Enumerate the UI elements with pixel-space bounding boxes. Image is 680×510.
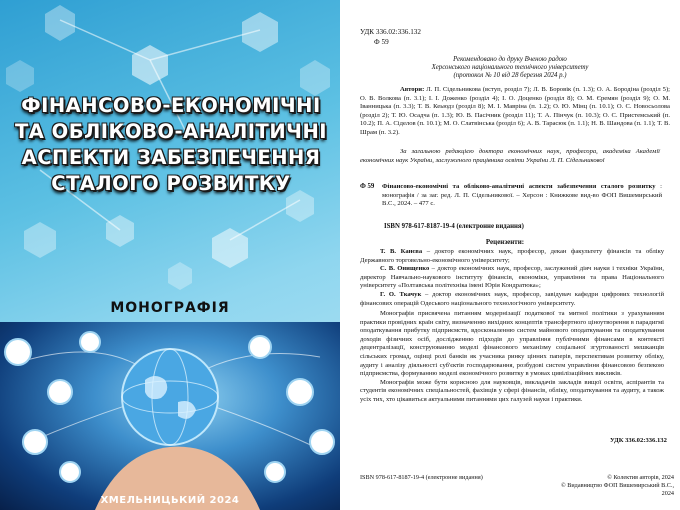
reviewer	[360, 265, 664, 291]
reviewer-info: – доктор економічних наук, професор, декан факультету фінансів та обліку Державного торговельно-економічного університету;	[360, 248, 664, 264]
cover-photo	[0, 322, 340, 510]
bib-details: : монографія / за заг. ред. Л. П. Сідельникової. – Херсон : Книжкове вид-во ФОП Вишемирський В.С., 2024. – 477 с.	[382, 183, 662, 208]
publication-type: МОНОГРАФІЯ	[110, 300, 230, 316]
reviewer-info: – доктор економічних наук, професор, заслужений діяч науки і техніки України, директор Навчально-наукового інституту фінансів, економіки, управління та права Національного університету «Полтавська політехніка імені Юрія Кондратюка»;	[360, 265, 664, 290]
reviewer	[360, 291, 664, 308]
title-line: ФІНАНСОВО-ЕКОНОМІЧНІ	[21, 94, 321, 117]
recommendation-line: Херсонського національного технічного університету	[431, 64, 589, 72]
reviewer-name: Г. О. Ткачук	[380, 290, 422, 298]
general-editor: За загальною редакцією доктора економічних наук, професора, академіка Академії економічних наук України, заслуженого працівника освіти України Л. П. Сідельникової	[360, 148, 660, 164]
footer-isbn: ISBN 978-617-8187-19-4 (електронне видання)	[360, 474, 483, 481]
author-mark: Ф 59	[374, 38, 389, 46]
copyright-line: © Видавництво ФОП Вишемирський В.С., 2024	[560, 482, 674, 498]
copyright-line: © Колектив авторів, 2024	[607, 474, 674, 481]
title-line: СТАЛОГО РОЗВИТКУ	[51, 172, 291, 195]
recommendation-line: (протокол № 10 від 28 березня 2024 р.)	[453, 72, 567, 80]
reviewer-info: – доктор економічних наук, професор, завідувач кафедри цифрових технологій фінансових операцій Одеського національного технологічного університету.	[360, 290, 664, 307]
reviewer	[360, 248, 664, 265]
udc-code-bottom: УДК 336.02:336.132	[610, 437, 667, 444]
reviewers-list	[360, 248, 664, 308]
annotation	[360, 310, 664, 405]
reviewers-heading: Рецензенти:	[485, 238, 525, 246]
authors-block	[360, 86, 670, 138]
annotation-paragraph: Монографія присвячена питанням модернізації податкової та митної політики з урахуванням практики провідних країн світу, визначенню вихідних концептів трансфертного ціноутворення в парадигмі оподаткування прибутку підприємств, вдосконаленню систем майнового оподаткування та оподаткування доходів фізичних осіб, дослідженню підходів до управління публічними фінансами в контексті децентралізації, конструюванню моделі фінансового механізму соціальної згуртованості мешканців сільських громад, оцінці ролі банків як учасника ринку цінних паперів, перспективам розвитку обліку, аудиту і аналізу діяльності суб'єктів господарювання, розбудові систем управління фінансовою безпекою підприємства, формуванню моделі економічного розвитку в умовах цивілізаційних викликів.	[360, 310, 664, 378]
reviewer-name: Т. В. Канєва	[380, 248, 423, 255]
reviewer-name: С. В. Онищенко	[380, 265, 430, 273]
bib-title: Фінансово-економічні та обліково-аналітичні аспекти забезпечення сталого розвитку	[382, 183, 656, 190]
copyright-block	[558, 474, 674, 499]
city-year: ХМЕЛЬНИЦЬКИЙ 2024	[100, 495, 240, 506]
globe-in-hand-illustration	[0, 322, 340, 510]
title-line: АСПЕКТИ ЗАБЕЗПЕЧЕННЯ	[21, 146, 321, 169]
recommendation-note	[380, 56, 640, 81]
title-line: ТА ОБЛІКОВО-АНАЛІТИЧНІ	[14, 120, 328, 143]
author-mark-bibliographic: Ф 59	[360, 183, 375, 190]
authors-label: Автори:	[400, 86, 425, 93]
isbn: ISBN 978-617-8187-19-4 (електронне видання)	[384, 223, 524, 230]
bibliographic-record	[382, 183, 662, 209]
recommendation-line: Рекомендовано до друку Вченою радою	[453, 56, 567, 63]
book-title	[8, 93, 334, 197]
imprint-page	[340, 0, 680, 510]
udc-code: УДК 336.02:336.132	[360, 28, 421, 36]
annotation-paragraph: Монографія може бути корисною для науковців, викладачів закладів вищої освіти, аспірантів та студентів економічних спеціальностей, фахівців у сфері фінансів, обліку, оподаткування та аудиту, а також усіх тих, хто цікавиться актуальними питаннями цих галузей науки і практики.	[360, 378, 664, 403]
authors-list: Л. П. Сідельникова (вступ, розділ 7); Л. В. Боровік (п. 1.3); О. А. Бородіна (розділ 5); О. В. Волкова (п. 3.1); І. І. Доженко (розділ 4); І. О. Доценко (розділ 8); О. М. Єремян (розділ 9); О. М. Іванницька (п. 3.3); Т. В. Кеьюдз (розділ 8); М. І. Мавріна (п. 1.2); О. Ю. Мінц (п. 10.1); О. С. Новосьолова (розділ 2); Т. Ю. Осадча (п. 1.3); Ю. В. Пасічник (розділ 11); Т. А. Пінчук (п. 10.3); О. С. Пристемський (п. 10.2); П. А. Сіделов (п. 10.1); М. О. Слатвінська (розділ 6); А. В. Тарасюк (п. 1.1); Н. В. Шандова (п. 1.1); Т. В. Шрам (п. 3.2).	[360, 86, 670, 136]
